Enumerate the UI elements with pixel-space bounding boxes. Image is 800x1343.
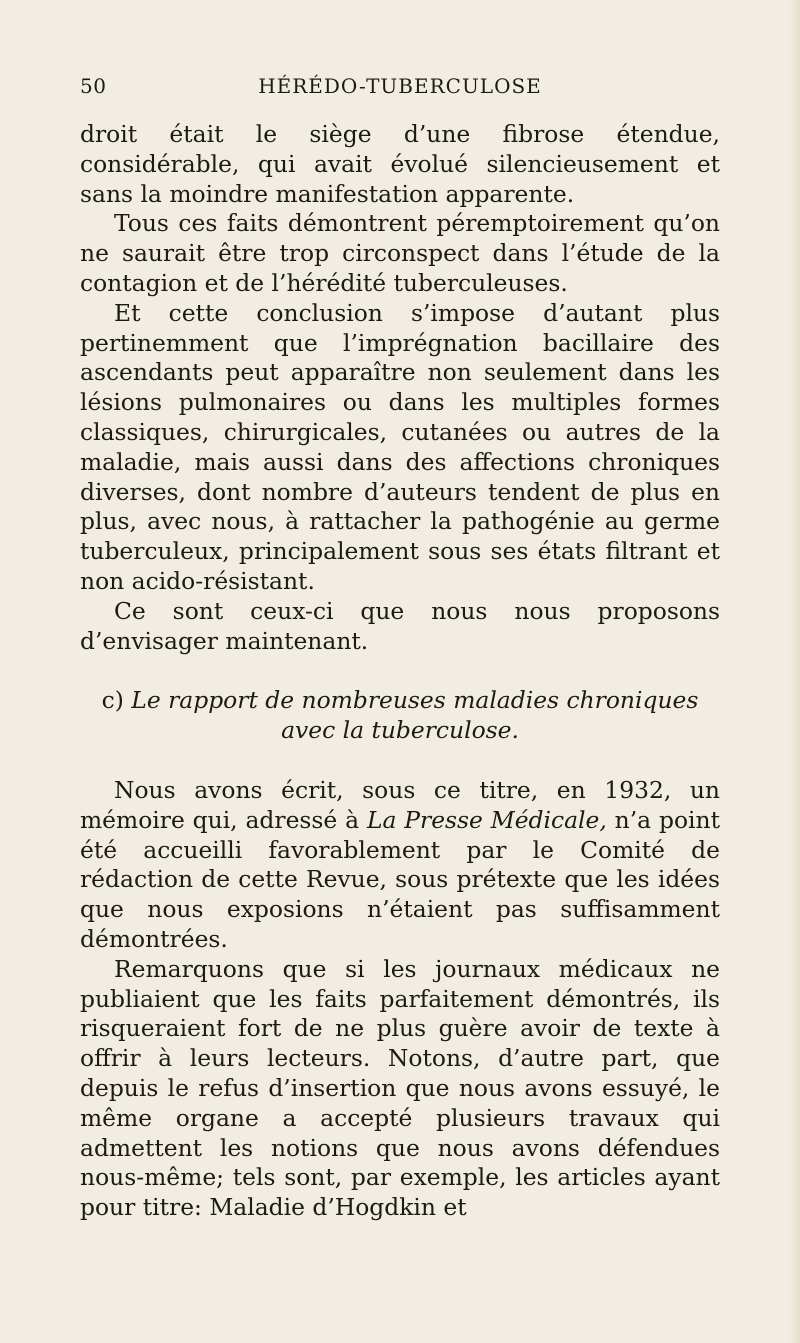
section-heading-line-1 <box>80 686 720 716</box>
section-title-part-2: avec la tuberculose. <box>281 716 519 745</box>
page-edge-shadow <box>790 0 800 1343</box>
paragraph-text: n’a point été accueilli favorablement par le Comité de rédaction de cette Revue, sous prétexte que les idées que nous exposions n’étaient pas suffisamment démontrées. <box>80 805 720 953</box>
section-heading-line-2 <box>80 716 720 746</box>
running-title: HÉRÉDO-TUBERCULOSE <box>258 74 542 98</box>
section-title-part-1: Le rapport de nombreuses maladies chroniques <box>131 686 699 715</box>
paragraph: Ce sont ceux-ci que nous nous proposons d’envisager maintenant. <box>80 596 720 655</box>
section-heading <box>80 686 720 746</box>
page-header <box>80 74 720 104</box>
body-text <box>80 120 720 1223</box>
paragraph: Et cette conclusion s’impose d’autant plus pertinemment que l’imprégnation bacillaire des ascendants peut apparaître non seulement dans les lésions pulmonaires ou dans les multiples formes classiques, chirurgicales, cutanées ou autres de la maladie, mais aussi dans des affections chroniques diverses, dont nombre d’auteurs tendent de plus en plus, avec nous, à rattacher la pathogénie au germe tuberculeux, principalement sous ses états filtrant et non acido-résistant. <box>80 298 720 595</box>
paragraph-continuation: droit était le siège d’une fibrose étendue, considérable, qui avait évolué silencieusement et sans la moindre manifestation apparente. <box>80 120 720 208</box>
section-label: c) <box>101 686 124 715</box>
paragraph-text: Nous avons écrit, sous ce titre, en 1932, un mémoire qui, adressé à <box>80 775 720 834</box>
page-number: 50 <box>80 74 107 98</box>
paragraph: Remarquons que si les journaux médicaux ne publiaient que les faits parfaitement démontrés, ils risqueraient fort de ne plus guère avoir de texte à offrir à leurs lecteurs. Notons, d’autre part, que depuis le refus d’insertion que nous avons essuyé, le même organe a accepté plusieurs travaux qui admettent les notions que nous avons défendues nous-même; tels sont, par exemple, les articles ayant pour titre: Maladie d’Hogdkin et <box>80 954 720 1222</box>
paragraph: Tous ces faits démontrent péremptoirement qu’on ne saurait être trop circonspect dans l’étude de la contagion et de l’hérédité tuberculeuses. <box>80 209 720 297</box>
journal-title: La Presse Médicale, <box>366 805 607 834</box>
paragraph <box>80 776 720 955</box>
